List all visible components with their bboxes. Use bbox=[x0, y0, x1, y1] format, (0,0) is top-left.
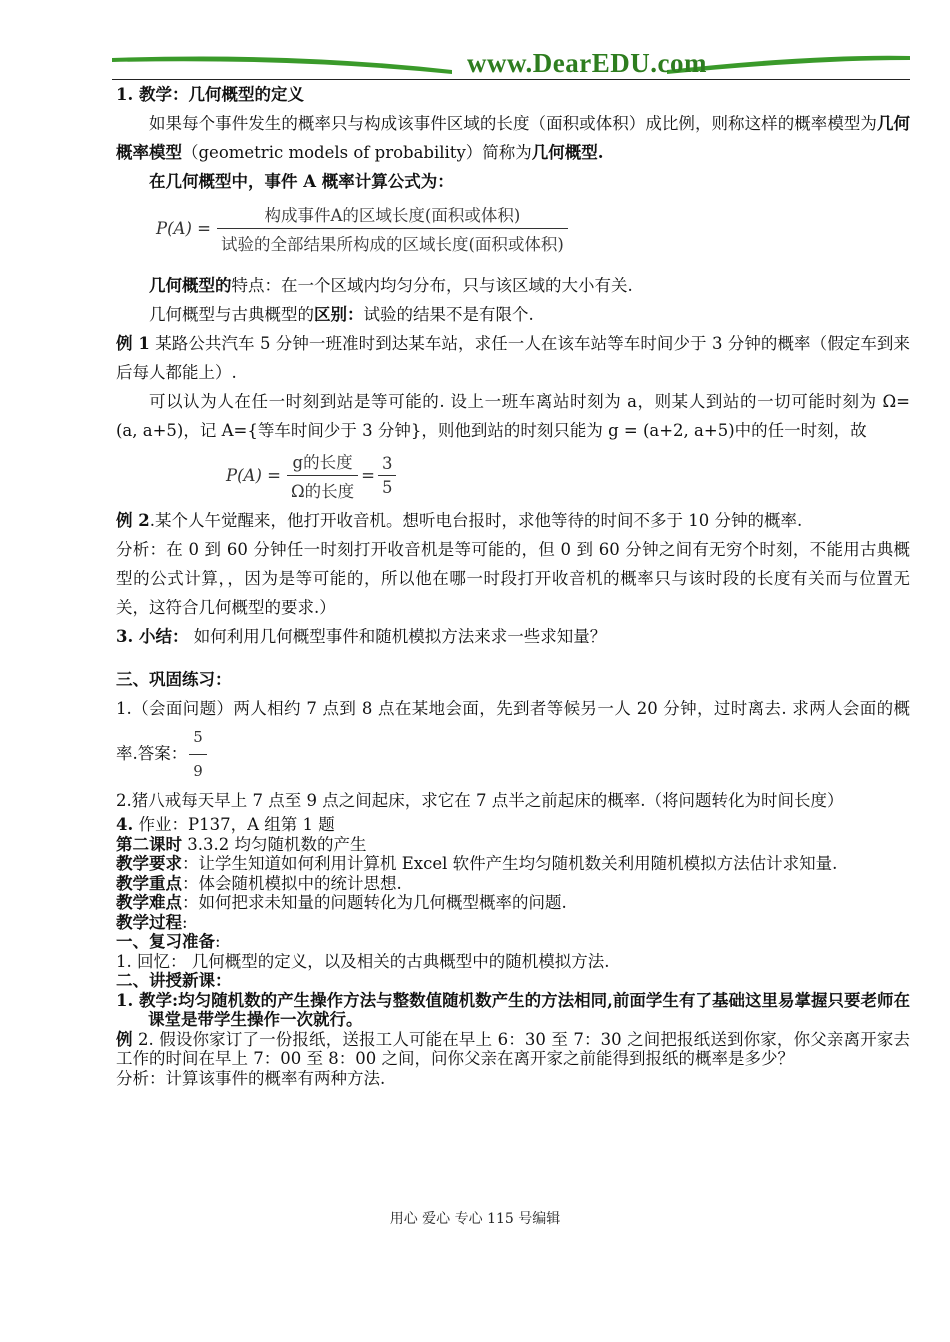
new-lesson-heading: 二、讲授新课： bbox=[116, 971, 232, 990]
example-2: 例 2.某个人午觉醒来，他打开收音机。想听电台报时，求他等待的时间不多于 10 分钟的概率. bbox=[116, 511, 803, 530]
teaching-requirements: 教学要求：让学生知道如何利用计算机 Excel 软件产生均匀随机数关利用随机模拟方法估计求知量. bbox=[116, 854, 838, 873]
lesson-2-section bbox=[116, 835, 910, 1089]
example-2b-analysis: 分析：计算该事件的概率有两种方法. bbox=[116, 1068, 386, 1088]
paragraph-features: 几何概型的特点：在一个区域内均匀分布，只与该区域的大小有关. bbox=[149, 276, 633, 295]
site-logo-text[interactable]: www.DearEDU.com bbox=[467, 48, 707, 78]
review-heading: 一、复习准备: bbox=[116, 932, 221, 951]
practice-q1: 1.（会面问题）两人相约 7 点到 8 点在某地会面，先到者等候另一人 20 分钟，过时离去. 求两人会面的概率.答案： $\frac{5}{9}$ bbox=[116, 694, 910, 786]
formula-fraction: $\frac{\text{构成事件A的区域长度(面积或体积)}}{\text{试验的全部结果所构成的区域长度(面积或体积)}}$ bbox=[217, 202, 568, 255]
practice-heading: 三、巩固练习： bbox=[116, 670, 232, 689]
practice-q2: 2.猪八戒每天早上 7 点至 9 点之间起床，求它在 7 点半之前起床的概率.（将问题转化为时间长度） bbox=[116, 791, 844, 810]
new-lesson-item-1: 1. 教学:均匀随机数的产生操作方法与整数值随机数产生的方法相同,前面学生有了基础这里易掌握只要老师在课堂是带学生操作一次就行。 bbox=[116, 990, 910, 1029]
section-heading: 1. 教学：几何概型的定义 bbox=[116, 85, 304, 104]
formula-example-1: P(A) = $\frac{\text{g的长度}}{\text{Ω的长度}}$ = $\frac{3}{5}$ bbox=[226, 449, 910, 502]
example-1: 例 1 某路公共汽车 5 分钟一班准时到达某车站，求任一人在该车站等车时间少于 3 分钟的概率（假定车到来后每人都能上）. bbox=[116, 334, 910, 382]
example-2b: 例 2. 假设你家订了一份报纸，送报工人可能在早上 6：30 至 7：30 之间把报纸送到你家，你父亲离开家去工作的时间在早上 7：00 至 8：00 之间，问你父亲在离开家之前能得到报纸的概率是多少？ bbox=[116, 1029, 910, 1068]
paragraph-definition: 如果每个事件发生的概率只与构成该事件区域的长度（面积或体积）成比例，则称这样的概率模型为几何概率模型（geometric models of probability）简称为几何概型. bbox=[116, 114, 911, 162]
teaching-key-points: 教学重点：体会随机模拟中的统计思想. bbox=[116, 873, 402, 893]
example-2-analysis: 分析：在 0 到 60 分钟任一时刻打开收音机是等可能的，但 0 到 60 分钟之间有无穷个时刻，不能用古典概型的公式计算，，因为是等可能的，所以他在哪一时段打开收音机的概率只与该时段的长度有关而与位置无关，这符合几何概型的要求.） bbox=[116, 540, 910, 617]
formula-geometric-probability: P(A) = $\frac{\text{构成事件A的区域长度(面积或体积)}}{\text{试验的全部结果所构成的区域长度(面积或体积)}}$ bbox=[156, 202, 910, 255]
teaching-difficulties: 教学难点：如何把求未知量的问题转化为几何概型概率的问题. bbox=[116, 893, 567, 912]
teaching-process: 教学过程: bbox=[116, 912, 188, 932]
homework: 4. 作业：P137，A 组第 1 题 bbox=[116, 815, 335, 834]
example-1-solution: 可以认为人在任一时刻到站是等可能的. 设上一班车离站时刻为 a，则某人到站的一切可能时刻为 Ω= (a, a+5)，记 A={等车时间少于 3 分钟}，则他到站的时刻只能为 g = (a+2, a+5)中的任一时刻，故 bbox=[116, 392, 910, 440]
summary: 3. 小结： 如何利用几何概型事件和随机模拟方法来求一些求知量？ bbox=[116, 627, 607, 646]
page-header bbox=[112, 48, 910, 82]
page-footer: 用心 爱心 专心 115 号编辑 bbox=[389, 1211, 561, 1227]
document-body bbox=[116, 80, 910, 1088]
lesson-2-title: 第二课时 3.3.2 均匀随机数的产生 bbox=[116, 834, 367, 854]
paragraph-difference: 几何概型与古典概型的区别：试验的结果不是有限个. bbox=[149, 305, 534, 324]
review-item-1: 1. 回忆： 几何概型的定义，以及相关的古典概型中的随机模拟方法. bbox=[116, 951, 610, 971]
formula-intro: 在几何概型中，事件 A 概率计算公式为： bbox=[149, 172, 454, 191]
